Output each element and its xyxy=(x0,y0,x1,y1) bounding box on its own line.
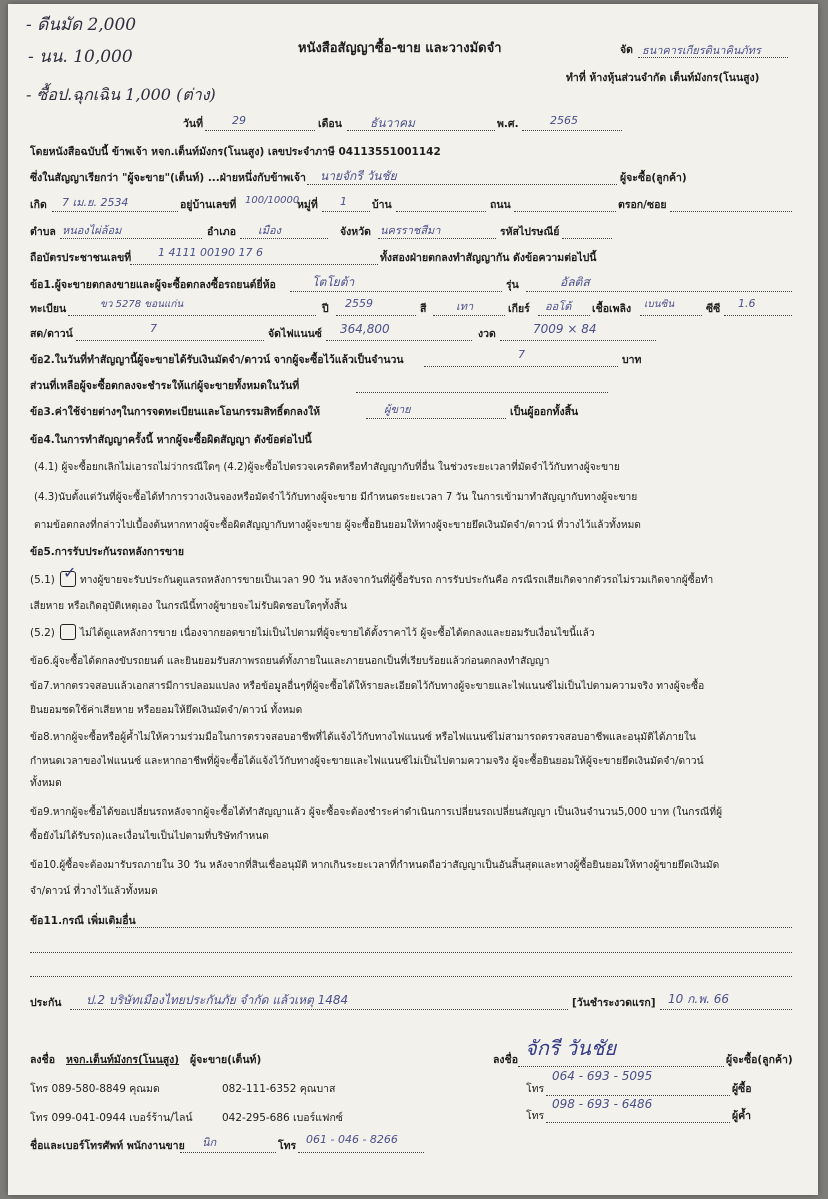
road-label: ถนน xyxy=(490,199,511,211)
clause8a: ข้อ8.หากผู้จะซื้อหรือผู้ค้ำไม่ให้ความร่วมมือในการตรวจสอบอาชีพที่ได้แจ้งไว้กับทางไฟแนนซ์ หรือไฟแนนซ์ไม่สามารถตรวจสอบอาชีพและอนุมัติได้ภายใน xyxy=(30,732,696,743)
idcard-label: ถือบัตรประชาชนเลขที่ xyxy=(30,252,132,264)
clause2-unit: บาท xyxy=(622,354,642,366)
tambon-label: ตำบล xyxy=(30,226,56,238)
seller-sign-label: ลงชื่อ xyxy=(30,1054,55,1066)
model-value: อัลติส xyxy=(560,275,590,289)
clause4-1: (4.1) ผู้จะซื้อยกเลิกไม่เอารถไม่ว่ากรณีใดๆ (4.2)ผู้จะซื้อไปตรวจเครดิตหรือทำสัญญากับที่อื่น ในช่วงระยะเวลาที่มัดจำไว้กับทางผู้จะขาย xyxy=(34,462,620,473)
clause5-1b: เสียหาย หรือเกิดอุบัติเหตุเอง ในกรณีนี้ทางผู้ขายจะไม่รับผิดชอบใดๆทั้งสิ้น xyxy=(30,601,347,612)
color-label: สี xyxy=(420,303,427,315)
dotted-line xyxy=(336,315,416,316)
dotted-line xyxy=(538,315,590,316)
moo-label: หมู่ที่ xyxy=(297,199,318,211)
dotted-line xyxy=(52,211,178,212)
contract-location: ทำที่ ห้างหุ้นส่วนจำกัด เต็นท์มังกร(โนนสูง) xyxy=(566,72,760,84)
clause3-value: ผู้ขาย xyxy=(384,403,411,416)
clause9a: ข้อ9.หากผู้จะซื้อได้ขอเปลี่ยนรถหลังจากผู้จะซื้อได้ทำสัญญาแล้ว ผู้จะซื้อจะต้องชำระค่าดำเนินการเปลี่ยนรถเปลี่ยนสัญญา เป็นเงินจำนวน5,000 บาท (ในกรณีที่ผู้ xyxy=(30,807,723,818)
dotted-line xyxy=(240,238,328,239)
dotted-line xyxy=(640,315,702,316)
clause4-title: ข้อ4.ในการทำสัญญาครั้งนี้ หากผู้จะซื้อผิดสัญญา ดังข้อต่อไปนี้ xyxy=(30,434,312,446)
clause5-1-label: (5.1) xyxy=(30,574,55,586)
clause1-label: ข้อ1.ผู้จะขายตกลงขายและผู้จะซื้อตกลงซื้อรถยนต์ยี่ห้อ xyxy=(30,279,276,291)
dotted-line xyxy=(546,1122,730,1123)
guarantor-phone-value: 098 - 693 - 6486 xyxy=(552,1097,653,1111)
no-warranty-checkbox[interactable] xyxy=(60,624,76,640)
staff-phone-label: โทร xyxy=(278,1140,297,1152)
amphoe-label: อำเภอ xyxy=(207,226,237,238)
dotted-line xyxy=(326,340,472,341)
day-label: วันที่ xyxy=(183,118,203,130)
month-value: ธันวาคม xyxy=(370,116,415,130)
phone-1: โทร 089-580-8849 คุณมด xyxy=(30,1083,160,1095)
gear-label: เกียร์ xyxy=(508,303,530,315)
finance-value: 364,800 xyxy=(340,322,390,336)
sign-place-value: ธนาคารเกียรตินาคินภัทร xyxy=(642,44,761,57)
phone-2: 082-111-6352 คุณบาส xyxy=(222,1083,336,1095)
dotted-line xyxy=(396,211,486,212)
year-label: พ.ศ. xyxy=(497,118,519,130)
handwritten-note-2: - นน. 10,000 xyxy=(28,47,133,67)
year-value: 2565 xyxy=(550,114,578,127)
clause5-2-label: (5.2) xyxy=(30,627,55,639)
cc-label: ซีซี xyxy=(706,303,721,315)
clause6: ข้อ6.ผู้จะซื้อได้ตกลงขับรถยนต์ และยินยอมรับสภาพรถยนต์ทั้งภายในและภายนอกเป็นที่เรียบร้อยแล้วก่อนตกลงทำสัญญา xyxy=(30,656,550,667)
dotted-line xyxy=(130,264,378,265)
clause7a: ข้อ7.หากตรวจสอบแล้วเอกสารมีการปลอมแปลง หรือข้อมูลอื่นๆที่ผู้จะซื้อได้ให้รายละเอียดไว้กับทางผู้จะขายและไฟแนนซ์ไม่เป็นไปตามความจริง ทางผู้จะซื้อ xyxy=(30,681,705,692)
buyer-phone-label: โทร xyxy=(526,1083,545,1095)
soi-label: ตรอก/ซอย xyxy=(618,199,667,211)
dotted-line xyxy=(322,211,370,212)
intro-line-2: ซึ่งในสัญญาเรียกว่า "ผู้จะขาย"(เต็นท์) ...ฝ่ายหนึ่งกับข้าพเจ้า xyxy=(30,172,306,184)
down-label: สด/ดาวน์ xyxy=(30,328,73,340)
cc-value: 1.6 xyxy=(738,297,756,310)
contract-title: หนังสือสัญญาซื้อ-ขาย และวางมัดจำ xyxy=(298,41,502,56)
fuel-label: เชื้อเพลิง xyxy=(592,303,632,315)
clause5-2: ไม่ได้ดูแลหลังการขาย เนื่องจากยอดขายไม่เป็นไปตามที่ผู้จะขายได้ตั้งราคาไว้ ผู้จะซื้อได้ตกลงและยอมรับเงื่อนไขนี้แล้ว xyxy=(80,628,595,639)
year-model-value: 2559 xyxy=(345,297,373,310)
check-mark-icon: ✓ xyxy=(63,563,77,582)
dotted-line xyxy=(724,315,792,316)
dotted-line xyxy=(116,927,792,928)
birth-label: เกิด xyxy=(30,199,47,211)
color-value: เทา xyxy=(456,300,474,313)
clause10b: จำ/ดาวน์ ที่วางไว้แล้วทั้งหมด xyxy=(30,886,158,897)
birth-value: 7 เม.ย. 2534 xyxy=(62,196,129,209)
village-label: บ้าน xyxy=(372,199,392,211)
province-label: จังหวัด xyxy=(340,226,371,238)
staff-phone-value: 061 - 046 - 8266 xyxy=(306,1133,398,1146)
clause5-1a: ทางผู้ขายจะรับประกันดูแลรถหลังการขายเป็นเวลา 90 วัน หลังจากวันที่ผู้ซื้อรับรถ การรับประกันคือ กรณีรถเสียเกิดจากตัวรถไม่รวมเกิดจากผู้ซื้อทำ xyxy=(80,575,714,586)
gear-value: ออโต้ xyxy=(545,300,572,313)
dotted-line xyxy=(522,130,622,131)
clause4-3b: ตามข้อตกลงที่กล่าวไปเบื้องต้นหากทางผู้จะซื้อผิดสัญญากับทางผู้จะขาย ผู้จะซื้อยินยอมให้ทางผู้จะขายยึดเงินมัดจำ/ดาวน์ ที่วางไว้แล้วทั้งหมด xyxy=(34,520,641,531)
seller-name: หจก.เต็นท์มังกร(โนนสูง) xyxy=(66,1054,180,1066)
staff-label: ชื่อและเบอร์โทรศัพท์ พนักงานขาย xyxy=(30,1140,185,1152)
province-value: นครราชสีมา xyxy=(380,224,441,237)
dotted-line xyxy=(638,57,788,58)
dotted-line xyxy=(546,1095,730,1096)
dotted-line xyxy=(180,1152,276,1153)
dotted-line xyxy=(433,315,505,316)
intro-line-1: โดยหนังสือฉบับนี้ ข้าพเจ้า หจก.เต็นท์มังกร(โนนสูง) เลขประจำภาษี 04113551001142 xyxy=(30,146,441,158)
brand-value: โตโยต้า xyxy=(312,275,355,289)
clause3-text: ข้อ3.ค่าใช้จ่ายต่างๆในการจดทะเบียนและโอนกรรมสิทธิ์ตกลงให้ xyxy=(30,406,320,418)
handwritten-note-1: - ดีนมัด 2,000 xyxy=(26,15,137,35)
guarantor-phone-label: โทร xyxy=(526,1110,545,1122)
moo-value: 1 xyxy=(340,195,347,208)
dotted-line xyxy=(514,211,616,212)
dotted-line xyxy=(205,130,315,131)
installment-value: 7009 × 84 xyxy=(533,322,597,336)
buyer-phone-value: 064 - 693 - 5095 xyxy=(552,1069,653,1083)
buyer-phone-suffix: ผู้ซื้อ xyxy=(732,1083,752,1095)
clause8c: ทั้งหมด xyxy=(30,778,62,789)
buyer-sign-label: ลงชื่อ xyxy=(493,1054,518,1066)
model-label: รุ่น xyxy=(506,279,519,291)
clause11: ข้อ11.กรณี เพิ่มเติมอื่น xyxy=(30,915,136,927)
tambon-value: หนองไผ่ล้อม xyxy=(62,224,122,237)
clause4-3a: (4.3)นับตั้งแต่วันที่ผู้จะซื้อได้ทำการวางเงินจองหรือมัดจำไว้กับทางผู้จะขาย มีกำหนดระยะเวลา 7 วัน ในการเข้ามาทำสัญญากับทางผู้จะขาย xyxy=(34,492,638,503)
dotted-line xyxy=(30,952,792,953)
buyer-role-label: ผู้จะซื้อ(ลูกค้า) xyxy=(620,172,687,184)
installment-label: งวด xyxy=(478,328,496,340)
clause3-suffix: เป็นผู้ออกทั้งสิ้น xyxy=(510,406,579,418)
dotted-line xyxy=(356,392,608,393)
insurance-value: ป.2 บริษัทเมืองไทยประกันภัย จำกัด แล้วเหตุ 1484 xyxy=(86,993,349,1007)
amphoe-value: เมือง xyxy=(258,224,281,237)
first-due-value: 10 ก.พ. 66 xyxy=(668,992,729,1006)
idcard-value: 1 4111 00190 17 6 xyxy=(158,246,263,259)
dotted-line xyxy=(670,211,792,212)
handwritten-note-3: - ซื้อป.ฉุกเฉิน 1,000 (ต่าง) xyxy=(26,85,216,104)
clause7b: ยินยอมชดใช้ค่าเสียหาย หรือยอมให้ยึดเงินมัดจำ/ดาวน์ ทั้งหมด xyxy=(30,705,303,716)
phone-3: โทร 099-041-0944 เบอร์ร้าน/ไลน์ xyxy=(30,1112,193,1124)
down-value: 7 xyxy=(150,322,157,335)
sign-place-label: จัด xyxy=(620,44,633,56)
buyer-signature: จักรี วันชัย xyxy=(525,1036,617,1060)
clause5-title: ข้อ5.การรับประกันรถหลังการขาย xyxy=(30,546,185,558)
buyer-role: ผู้จะซื้อ(ลูกค้า) xyxy=(726,1054,793,1066)
clause2-remain: ส่วนที่เหลือผู้จะซื้อตกลงจะชำระให้แก่ผู้จะขายทั้งหมดในวันที่ xyxy=(30,380,300,392)
day-value: 29 xyxy=(232,114,246,127)
dotted-line xyxy=(518,1066,724,1067)
idcard-suffix: ทั้งสองฝ่ายตกลงทำสัญญากัน ดังข้อความต่อไปนี้ xyxy=(380,252,597,264)
address-label: อยู่บ้านเลขที่ xyxy=(180,199,237,211)
buyer-name: นายจักรี วันชัย xyxy=(320,169,397,183)
dotted-line xyxy=(660,1009,792,1010)
dotted-line xyxy=(562,238,612,239)
dotted-line xyxy=(30,976,792,977)
dotted-line xyxy=(76,340,264,341)
dotted-line xyxy=(298,1152,424,1153)
finance-label: จัดไฟแนนซ์ xyxy=(268,328,322,340)
dotted-line xyxy=(366,418,506,419)
fuel-value: เบนซิน xyxy=(644,299,675,310)
clause2-text: ข้อ2.ในวันที่ทำสัญญานี้ผู้จะขายได้รับเงินมัดจำ/ดาวน์ จากผู้จะซื้อไว้แล้วเป็นจำนวน xyxy=(30,354,404,366)
plate-label: ทะเบียน xyxy=(30,303,67,315)
phone-4: 042-295-686 เบอร์แฟกซ์ xyxy=(222,1112,343,1124)
first-due-label: [วันชำระงวดแรก] xyxy=(572,997,656,1009)
clause10a: ข้อ10.ผู้ซื้อจะต้องมารับรถภายใน 30 วัน หลังจากที่สินเชื่ออนุมัติ หากเกินระยะเวลาที่กำหนดถือว่าสัญญาเป็นอันสิ้นสุดและทางผู้ซื้อยินยอมให้ทางผู้ขายยึดเงินมัด xyxy=(30,860,720,871)
plate-value: ขว 5278 ขอนแก่น xyxy=(100,299,184,310)
dotted-line xyxy=(68,315,316,316)
staff-name: นิก xyxy=(202,1136,217,1149)
seller-role: ผู้จะขาย(เต็นท์) xyxy=(190,1054,262,1066)
postcode-label: รหัสไปรษณีย์ xyxy=(500,226,560,238)
dotted-line xyxy=(424,366,618,367)
guarantor-phone-suffix: ผู้ค้ำ xyxy=(732,1110,752,1122)
clause2-amount: 7 xyxy=(518,348,525,361)
dotted-line xyxy=(500,340,656,341)
address-value: 100/10000 xyxy=(245,195,300,206)
clause8b: กำหนดเวลาของไฟแนนซ์ และหากอาชีพที่ผู้จะซื้อได้แจ้งไว้กับทางผู้จะขายและไฟแนนซ์ไม่เป็นไปตามความจริง ผู้จะซื้อยินยอมให้ผู้จะขายยึดเงินมัดจำ/ดาวน์ xyxy=(30,756,704,767)
insurance-label: ประกัน xyxy=(30,997,62,1009)
clause9b: ซื้อยังไม่ได้รับรถ)และเงื่อนไขเป็นไปตามที่บริษัทกำหนด xyxy=(30,831,269,842)
month-label: เดือน xyxy=(318,118,342,130)
year-model-label: ปี xyxy=(322,303,329,315)
